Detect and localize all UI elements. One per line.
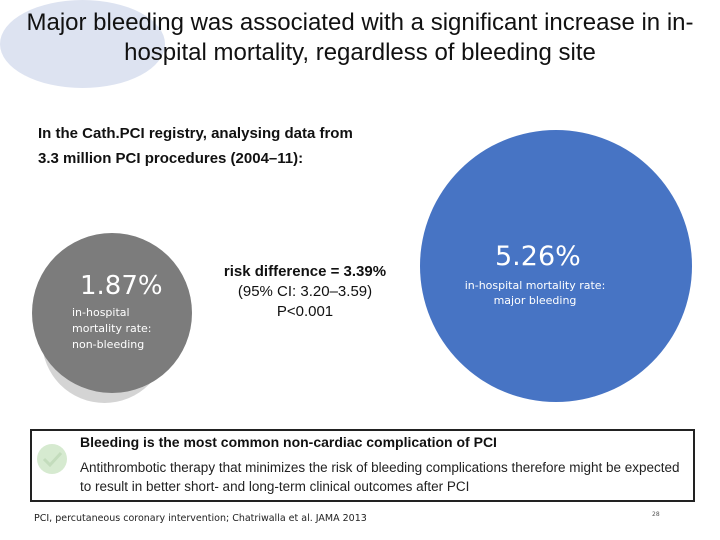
- non-bleeding-desc-line-2: mortality rate:: [72, 322, 152, 335]
- intro-line-1: In the Cath.PCI registry, analysing data from: [38, 125, 353, 142]
- slide-title: Major bleeding was associated with a significant increase in in-hospital mortality, regardless of bleeding site: [26, 9, 694, 66]
- risk-comparison: [200, 262, 410, 322]
- major-bleeding-desc-line-1: in-hospital mortality rate:: [464, 279, 606, 292]
- major-bleeding-description: [455, 278, 615, 308]
- confidence-interval: (95% CI: 3.20–3.59): [237, 283, 373, 300]
- intro-line-2: 3.3 million PCI procedures (2004–11):: [38, 150, 304, 167]
- callout-body: Antithrombotic therapy that minimizes the risk of bleeding complications therefore might be expected to result in better short- and long-term clinical outcomes after PCI: [80, 460, 680, 494]
- check-icon: [36, 443, 68, 475]
- p-value: P<0.001: [276, 303, 334, 320]
- non-bleeding-desc-line-3: non-bleeding: [72, 338, 145, 351]
- intro-text: [38, 121, 438, 171]
- risk-difference: risk difference = 3.39%: [223, 263, 387, 280]
- non-bleeding-description: [72, 305, 172, 353]
- page-number: 28: [652, 511, 660, 518]
- footnote: PCI, percutaneous coronary intervention; Chatriwalla et al. JAMA 2013: [34, 513, 367, 524]
- callout-heading: Bleeding is the most common non-cardiac complication of PCI: [80, 434, 497, 450]
- major-bleeding-desc-line-2: major bleeding: [493, 294, 577, 307]
- major-bleeding-rate: 5.26%: [495, 241, 581, 272]
- non-bleeding-rate: 1.87%: [80, 271, 163, 301]
- non-bleeding-desc-line-1: in-hospital: [72, 306, 130, 319]
